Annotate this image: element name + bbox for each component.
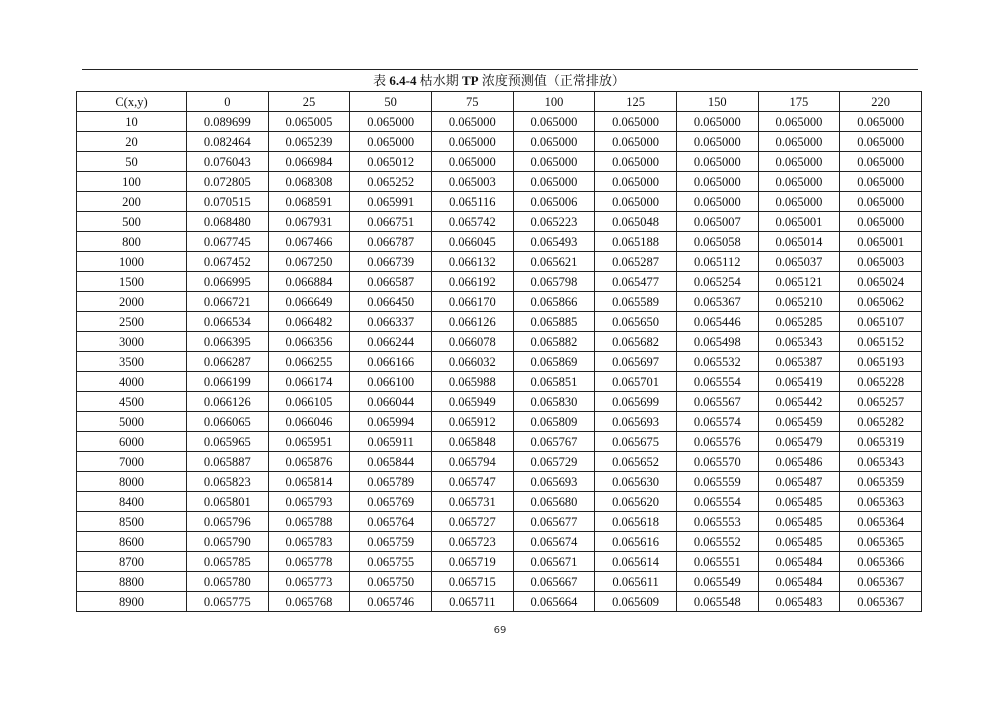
table-row bbox=[77, 392, 922, 412]
table-row bbox=[77, 432, 922, 452]
table-row bbox=[77, 352, 922, 372]
value-cell: 0.065000 bbox=[595, 112, 677, 132]
value-cell: 0.065442 bbox=[758, 392, 840, 412]
value-cell: 0.065037 bbox=[758, 252, 840, 272]
value-cell: 0.065851 bbox=[513, 372, 595, 392]
value-cell: 0.065000 bbox=[350, 112, 432, 132]
value-cell: 0.066787 bbox=[350, 232, 432, 252]
row-label-cell: 1500 bbox=[77, 272, 187, 292]
value-cell: 0.066032 bbox=[431, 352, 513, 372]
value-cell: 0.065814 bbox=[268, 472, 350, 492]
value-cell: 0.065366 bbox=[840, 552, 922, 572]
value-cell: 0.065000 bbox=[676, 192, 758, 212]
value-cell: 0.065000 bbox=[840, 132, 922, 152]
value-cell: 0.066534 bbox=[187, 312, 269, 332]
value-cell: 0.066984 bbox=[268, 152, 350, 172]
value-cell: 0.065988 bbox=[431, 372, 513, 392]
value-cell: 0.065367 bbox=[840, 572, 922, 592]
value-cell: 0.066192 bbox=[431, 272, 513, 292]
header-cell-distance: 175 bbox=[758, 92, 840, 112]
table-row bbox=[77, 232, 922, 252]
value-cell: 0.065000 bbox=[431, 112, 513, 132]
value-cell: 0.065671 bbox=[513, 552, 595, 572]
header-cell-coordinate: C(x,y) bbox=[77, 92, 187, 112]
value-cell: 0.065210 bbox=[758, 292, 840, 312]
value-cell: 0.065252 bbox=[350, 172, 432, 192]
value-cell: 0.065319 bbox=[840, 432, 922, 452]
value-cell: 0.065609 bbox=[595, 592, 677, 612]
value-cell: 0.065003 bbox=[431, 172, 513, 192]
value-cell: 0.065723 bbox=[431, 532, 513, 552]
value-cell: 0.065000 bbox=[513, 152, 595, 172]
value-cell: 0.065876 bbox=[268, 452, 350, 472]
value-cell: 0.065697 bbox=[595, 352, 677, 372]
value-cell: 0.066255 bbox=[268, 352, 350, 372]
value-cell: 0.065848 bbox=[431, 432, 513, 452]
table-row bbox=[77, 272, 922, 292]
value-cell: 0.065459 bbox=[758, 412, 840, 432]
table-row bbox=[77, 552, 922, 572]
row-label-cell: 500 bbox=[77, 212, 187, 232]
value-cell: 0.068308 bbox=[268, 172, 350, 192]
table-row bbox=[77, 172, 922, 192]
value-cell: 0.065552 bbox=[676, 532, 758, 552]
value-cell: 0.066587 bbox=[350, 272, 432, 292]
value-cell: 0.065121 bbox=[758, 272, 840, 292]
value-cell: 0.065006 bbox=[513, 192, 595, 212]
value-cell: 0.065589 bbox=[595, 292, 677, 312]
value-cell: 0.065554 bbox=[676, 372, 758, 392]
value-cell: 0.065532 bbox=[676, 352, 758, 372]
header-cell-distance: 0 bbox=[187, 92, 269, 112]
value-cell: 0.067931 bbox=[268, 212, 350, 232]
row-label-cell: 10 bbox=[77, 112, 187, 132]
table-row bbox=[77, 332, 922, 352]
table-row bbox=[77, 252, 922, 272]
table-row bbox=[77, 152, 922, 172]
value-cell: 0.065559 bbox=[676, 472, 758, 492]
value-cell: 0.066739 bbox=[350, 252, 432, 272]
row-label-cell: 8900 bbox=[77, 592, 187, 612]
table-row bbox=[77, 312, 922, 332]
value-cell: 0.066078 bbox=[431, 332, 513, 352]
value-cell: 0.065483 bbox=[758, 592, 840, 612]
value-cell: 0.065365 bbox=[840, 532, 922, 552]
row-label-cell: 100 bbox=[77, 172, 187, 192]
row-label-cell: 2000 bbox=[77, 292, 187, 312]
value-cell: 0.065693 bbox=[513, 472, 595, 492]
value-cell: 0.065667 bbox=[513, 572, 595, 592]
concentration-table bbox=[76, 91, 922, 612]
value-cell: 0.065000 bbox=[758, 112, 840, 132]
value-cell: 0.065000 bbox=[513, 132, 595, 152]
value-cell: 0.065343 bbox=[758, 332, 840, 352]
value-cell: 0.066244 bbox=[350, 332, 432, 352]
value-cell: 0.065000 bbox=[676, 132, 758, 152]
header-cell-distance: 75 bbox=[431, 92, 513, 112]
header-rule bbox=[82, 69, 918, 70]
value-cell: 0.065479 bbox=[758, 432, 840, 452]
value-cell: 0.065798 bbox=[513, 272, 595, 292]
value-cell: 0.065000 bbox=[350, 132, 432, 152]
value-cell: 0.065844 bbox=[350, 452, 432, 472]
value-cell: 0.065887 bbox=[187, 452, 269, 472]
value-cell: 0.065866 bbox=[513, 292, 595, 312]
table-row bbox=[77, 592, 922, 612]
table-row bbox=[77, 472, 922, 492]
caption-mid: 枯水期 bbox=[419, 73, 459, 88]
value-cell: 0.065764 bbox=[350, 512, 432, 532]
value-cell: 0.065788 bbox=[268, 512, 350, 532]
row-label-cell: 800 bbox=[77, 232, 187, 252]
value-cell: 0.065367 bbox=[676, 292, 758, 312]
value-cell: 0.065282 bbox=[840, 412, 922, 432]
value-cell: 0.065618 bbox=[595, 512, 677, 532]
value-cell: 0.065778 bbox=[268, 552, 350, 572]
value-cell: 0.065553 bbox=[676, 512, 758, 532]
row-label-cell: 8700 bbox=[77, 552, 187, 572]
table-caption bbox=[76, 73, 922, 89]
value-cell: 0.065549 bbox=[676, 572, 758, 592]
value-cell: 0.065711 bbox=[431, 592, 513, 612]
value-cell: 0.065949 bbox=[431, 392, 513, 412]
row-label-cell: 4000 bbox=[77, 372, 187, 392]
value-cell: 0.065775 bbox=[187, 592, 269, 612]
value-cell: 0.065620 bbox=[595, 492, 677, 512]
row-label-cell: 7000 bbox=[77, 452, 187, 472]
value-cell: 0.066649 bbox=[268, 292, 350, 312]
table-header-row bbox=[77, 92, 922, 112]
row-label-cell: 8600 bbox=[77, 532, 187, 552]
value-cell: 0.065364 bbox=[840, 512, 922, 532]
value-cell: 0.065731 bbox=[431, 492, 513, 512]
table-row bbox=[77, 412, 922, 432]
value-cell: 0.066751 bbox=[350, 212, 432, 232]
header-cell-distance: 25 bbox=[268, 92, 350, 112]
value-cell: 0.065014 bbox=[758, 232, 840, 252]
caption-label: 表 bbox=[373, 73, 387, 88]
value-cell: 0.065664 bbox=[513, 592, 595, 612]
value-cell: 0.065769 bbox=[350, 492, 432, 512]
value-cell: 0.065359 bbox=[840, 472, 922, 492]
value-cell: 0.065188 bbox=[595, 232, 677, 252]
value-cell: 0.065487 bbox=[758, 472, 840, 492]
value-cell: 0.066995 bbox=[187, 272, 269, 292]
value-cell: 0.066174 bbox=[268, 372, 350, 392]
table-row bbox=[77, 112, 922, 132]
value-cell: 0.065650 bbox=[595, 312, 677, 332]
row-label-cell: 20 bbox=[77, 132, 187, 152]
value-cell: 0.065486 bbox=[758, 452, 840, 472]
value-cell: 0.066045 bbox=[431, 232, 513, 252]
value-cell: 0.065750 bbox=[350, 572, 432, 592]
row-label-cell: 50 bbox=[77, 152, 187, 172]
value-cell: 0.065885 bbox=[513, 312, 595, 332]
value-cell: 0.066356 bbox=[268, 332, 350, 352]
value-cell: 0.065005 bbox=[268, 112, 350, 132]
table-row bbox=[77, 372, 922, 392]
value-cell: 0.065387 bbox=[758, 352, 840, 372]
value-cell: 0.068480 bbox=[187, 212, 269, 232]
value-cell: 0.065048 bbox=[595, 212, 677, 232]
value-cell: 0.065768 bbox=[268, 592, 350, 612]
table-row bbox=[77, 492, 922, 512]
value-cell: 0.065759 bbox=[350, 532, 432, 552]
value-cell: 0.066884 bbox=[268, 272, 350, 292]
row-label-cell: 8800 bbox=[77, 572, 187, 592]
value-cell: 0.066126 bbox=[431, 312, 513, 332]
value-cell: 0.065614 bbox=[595, 552, 677, 572]
value-cell: 0.065257 bbox=[840, 392, 922, 412]
value-cell: 0.065551 bbox=[676, 552, 758, 572]
value-cell: 0.065000 bbox=[595, 152, 677, 172]
value-cell: 0.065112 bbox=[676, 252, 758, 272]
value-cell: 0.065674 bbox=[513, 532, 595, 552]
value-cell: 0.065000 bbox=[513, 172, 595, 192]
row-label-cell: 8000 bbox=[77, 472, 187, 492]
value-cell: 0.066132 bbox=[431, 252, 513, 272]
row-label-cell: 3000 bbox=[77, 332, 187, 352]
value-cell: 0.065994 bbox=[350, 412, 432, 432]
value-cell: 0.065446 bbox=[676, 312, 758, 332]
value-cell: 0.070515 bbox=[187, 192, 269, 212]
value-cell: 0.065630 bbox=[595, 472, 677, 492]
value-cell: 0.065621 bbox=[513, 252, 595, 272]
row-label-cell: 4500 bbox=[77, 392, 187, 412]
value-cell: 0.065951 bbox=[268, 432, 350, 452]
caption-parameter: TP bbox=[461, 73, 479, 88]
value-cell: 0.065367 bbox=[840, 592, 922, 612]
row-label-cell: 2500 bbox=[77, 312, 187, 332]
value-cell: 0.065343 bbox=[840, 452, 922, 472]
value-cell: 0.065719 bbox=[431, 552, 513, 572]
value-cell: 0.065699 bbox=[595, 392, 677, 412]
caption-number: 6.4-4 bbox=[389, 73, 417, 88]
row-label-cell: 8500 bbox=[77, 512, 187, 532]
value-cell: 0.076043 bbox=[187, 152, 269, 172]
value-cell: 0.065793 bbox=[268, 492, 350, 512]
value-cell: 0.065000 bbox=[840, 212, 922, 232]
value-cell: 0.065223 bbox=[513, 212, 595, 232]
table-row bbox=[77, 212, 922, 232]
value-cell: 0.065742 bbox=[431, 212, 513, 232]
value-cell: 0.066482 bbox=[268, 312, 350, 332]
value-cell: 0.065616 bbox=[595, 532, 677, 552]
value-cell: 0.065000 bbox=[840, 112, 922, 132]
value-cell: 0.065485 bbox=[758, 492, 840, 512]
value-cell: 0.065611 bbox=[595, 572, 677, 592]
value-cell: 0.065785 bbox=[187, 552, 269, 572]
value-cell: 0.066100 bbox=[350, 372, 432, 392]
row-label-cell: 1000 bbox=[77, 252, 187, 272]
table-row bbox=[77, 192, 922, 212]
value-cell: 0.066065 bbox=[187, 412, 269, 432]
value-cell: 0.065830 bbox=[513, 392, 595, 412]
value-cell: 0.065000 bbox=[758, 172, 840, 192]
value-cell: 0.065823 bbox=[187, 472, 269, 492]
value-cell: 0.066395 bbox=[187, 332, 269, 352]
value-cell: 0.065000 bbox=[676, 112, 758, 132]
value-cell: 0.065024 bbox=[840, 272, 922, 292]
value-cell: 0.065794 bbox=[431, 452, 513, 472]
value-cell: 0.065254 bbox=[676, 272, 758, 292]
value-cell: 0.065789 bbox=[350, 472, 432, 492]
header-cell-distance: 100 bbox=[513, 92, 595, 112]
value-cell: 0.065882 bbox=[513, 332, 595, 352]
value-cell: 0.065693 bbox=[595, 412, 677, 432]
value-cell: 0.065801 bbox=[187, 492, 269, 512]
value-cell: 0.065498 bbox=[676, 332, 758, 352]
value-cell: 0.065116 bbox=[431, 192, 513, 212]
value-cell: 0.072805 bbox=[187, 172, 269, 192]
value-cell: 0.065193 bbox=[840, 352, 922, 372]
value-cell: 0.065003 bbox=[840, 252, 922, 272]
value-cell: 0.065554 bbox=[676, 492, 758, 512]
row-label-cell: 6000 bbox=[77, 432, 187, 452]
value-cell: 0.066044 bbox=[350, 392, 432, 412]
value-cell: 0.065152 bbox=[840, 332, 922, 352]
value-cell: 0.065239 bbox=[268, 132, 350, 152]
value-cell: 0.065477 bbox=[595, 272, 677, 292]
value-cell: 0.065783 bbox=[268, 532, 350, 552]
value-cell: 0.065419 bbox=[758, 372, 840, 392]
value-cell: 0.065285 bbox=[758, 312, 840, 332]
caption-tail: 浓度预测值（正常排放） bbox=[481, 73, 625, 88]
value-cell: 0.066287 bbox=[187, 352, 269, 372]
value-cell: 0.065485 bbox=[758, 532, 840, 552]
value-cell: 0.065000 bbox=[758, 152, 840, 172]
value-cell: 0.065228 bbox=[840, 372, 922, 392]
value-cell: 0.065680 bbox=[513, 492, 595, 512]
header-cell-distance: 50 bbox=[350, 92, 432, 112]
value-cell: 0.068591 bbox=[268, 192, 350, 212]
value-cell: 0.065576 bbox=[676, 432, 758, 452]
value-cell: 0.066046 bbox=[268, 412, 350, 432]
row-label-cell: 5000 bbox=[77, 412, 187, 432]
table-body bbox=[77, 112, 922, 612]
value-cell: 0.065007 bbox=[676, 212, 758, 232]
value-cell: 0.066199 bbox=[187, 372, 269, 392]
value-cell: 0.067250 bbox=[268, 252, 350, 272]
value-cell: 0.065727 bbox=[431, 512, 513, 532]
value-cell: 0.066450 bbox=[350, 292, 432, 312]
value-cell: 0.065062 bbox=[840, 292, 922, 312]
value-cell: 0.065715 bbox=[431, 572, 513, 592]
value-cell: 0.065000 bbox=[595, 192, 677, 212]
value-cell: 0.065790 bbox=[187, 532, 269, 552]
value-cell: 0.066337 bbox=[350, 312, 432, 332]
value-cell: 0.065000 bbox=[676, 172, 758, 192]
value-cell: 0.065729 bbox=[513, 452, 595, 472]
value-cell: 0.065000 bbox=[676, 152, 758, 172]
value-cell: 0.066721 bbox=[187, 292, 269, 312]
value-cell: 0.067466 bbox=[268, 232, 350, 252]
value-cell: 0.065746 bbox=[350, 592, 432, 612]
row-label-cell: 8400 bbox=[77, 492, 187, 512]
table-row bbox=[77, 132, 922, 152]
value-cell: 0.066170 bbox=[431, 292, 513, 312]
row-label-cell: 200 bbox=[77, 192, 187, 212]
value-cell: 0.082464 bbox=[187, 132, 269, 152]
value-cell: 0.065677 bbox=[513, 512, 595, 532]
value-cell: 0.065675 bbox=[595, 432, 677, 452]
value-cell: 0.065773 bbox=[268, 572, 350, 592]
value-cell: 0.065911 bbox=[350, 432, 432, 452]
value-cell: 0.066166 bbox=[350, 352, 432, 372]
value-cell: 0.065000 bbox=[840, 152, 922, 172]
value-cell: 0.065493 bbox=[513, 232, 595, 252]
value-cell: 0.065809 bbox=[513, 412, 595, 432]
value-cell: 0.065869 bbox=[513, 352, 595, 372]
table-row bbox=[77, 452, 922, 472]
table-row bbox=[77, 532, 922, 552]
row-label-cell: 3500 bbox=[77, 352, 187, 372]
value-cell: 0.065000 bbox=[595, 172, 677, 192]
value-cell: 0.065484 bbox=[758, 572, 840, 592]
header-cell-distance: 150 bbox=[676, 92, 758, 112]
value-cell: 0.065000 bbox=[431, 152, 513, 172]
value-cell: 0.065000 bbox=[758, 132, 840, 152]
value-cell: 0.089699 bbox=[187, 112, 269, 132]
value-cell: 0.066126 bbox=[187, 392, 269, 412]
value-cell: 0.065001 bbox=[758, 212, 840, 232]
value-cell: 0.065000 bbox=[840, 172, 922, 192]
value-cell: 0.065912 bbox=[431, 412, 513, 432]
value-cell: 0.065000 bbox=[513, 112, 595, 132]
value-cell: 0.065107 bbox=[840, 312, 922, 332]
value-cell: 0.065682 bbox=[595, 332, 677, 352]
value-cell: 0.065755 bbox=[350, 552, 432, 572]
value-cell: 0.067745 bbox=[187, 232, 269, 252]
value-cell: 0.065780 bbox=[187, 572, 269, 592]
value-cell: 0.065747 bbox=[431, 472, 513, 492]
value-cell: 0.065570 bbox=[676, 452, 758, 472]
value-cell: 0.065000 bbox=[840, 192, 922, 212]
value-cell: 0.066105 bbox=[268, 392, 350, 412]
value-cell: 0.065701 bbox=[595, 372, 677, 392]
value-cell: 0.065991 bbox=[350, 192, 432, 212]
value-cell: 0.065484 bbox=[758, 552, 840, 572]
value-cell: 0.065000 bbox=[431, 132, 513, 152]
value-cell: 0.065485 bbox=[758, 512, 840, 532]
value-cell: 0.065363 bbox=[840, 492, 922, 512]
table-row bbox=[77, 512, 922, 532]
table-row bbox=[77, 572, 922, 592]
value-cell: 0.065001 bbox=[840, 232, 922, 252]
value-cell: 0.067452 bbox=[187, 252, 269, 272]
value-cell: 0.065548 bbox=[676, 592, 758, 612]
value-cell: 0.065574 bbox=[676, 412, 758, 432]
value-cell: 0.065567 bbox=[676, 392, 758, 412]
value-cell: 0.065058 bbox=[676, 232, 758, 252]
value-cell: 0.065965 bbox=[187, 432, 269, 452]
header-cell-distance: 125 bbox=[595, 92, 677, 112]
value-cell: 0.065796 bbox=[187, 512, 269, 532]
value-cell: 0.065287 bbox=[595, 252, 677, 272]
value-cell: 0.065000 bbox=[758, 192, 840, 212]
header-cell-distance: 220 bbox=[840, 92, 922, 112]
page-number: 69 bbox=[493, 625, 507, 636]
value-cell: 0.065000 bbox=[595, 132, 677, 152]
value-cell: 0.065652 bbox=[595, 452, 677, 472]
table-row bbox=[77, 292, 922, 312]
value-cell: 0.065012 bbox=[350, 152, 432, 172]
value-cell: 0.065767 bbox=[513, 432, 595, 452]
